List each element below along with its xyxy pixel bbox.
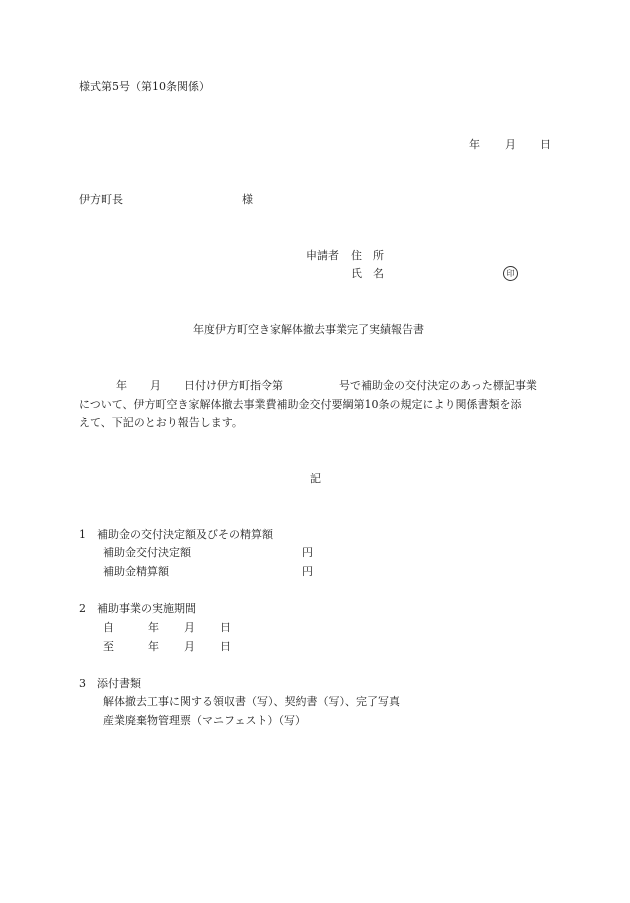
section-1-heading: 補助金の交付決定額及びその精算額 xyxy=(97,528,273,541)
addressee-honorific: 様 xyxy=(242,193,253,206)
attachment-item: 解体撤去工事に関する領収書（写）、契約書（写）、完了写真 xyxy=(103,695,400,708)
applicant-role: 申請者 xyxy=(306,249,339,262)
body-line-2: について、伊方町空き家解体撤去事業費補助金交付要綱第10条の規定により関係書類を添 xyxy=(79,398,522,411)
applicant-address-label: 住 所 xyxy=(351,249,384,262)
applicant-name-label: 氏 名 xyxy=(351,267,384,280)
period-to-day: 日 xyxy=(220,640,231,653)
period-from-prefix: 自 xyxy=(103,621,114,634)
seal-mark: 印 xyxy=(503,266,518,281)
section-1-number: 1 xyxy=(79,528,86,541)
period-to-prefix: 至 xyxy=(103,640,114,653)
period-from-day: 日 xyxy=(220,621,231,634)
body-year: 年 xyxy=(116,379,127,392)
grant-decision-label: 補助金交付決定額 xyxy=(103,546,191,559)
date-day: 日 xyxy=(540,138,551,151)
body-day-ref: 日付け伊方町指令第 xyxy=(184,379,283,392)
document-title: 年度伊方町空き家解体撤去事業完了実績報告書 xyxy=(193,323,424,336)
period-to-month: 月 xyxy=(184,640,195,653)
body-line-3: えて、下記のとおり報告します。 xyxy=(79,416,243,429)
body-number-rest: 号で補助金の交付決定のあった標記事業 xyxy=(339,379,537,392)
addressee-office: 伊方町長 xyxy=(79,193,123,206)
date-month: 月 xyxy=(505,138,516,151)
period-to-year: 年 xyxy=(148,640,159,653)
ki-marker: 記 xyxy=(310,472,321,485)
section-3-number: 3 xyxy=(79,677,86,690)
attachment-item: 産業廃棄物管理票（マニフェスト）（写） xyxy=(103,714,306,727)
grant-settlement-label: 補助金精算額 xyxy=(103,565,169,578)
grant-settlement-unit: 円 xyxy=(302,565,313,578)
form-id: 様式第5号（第10条関係） xyxy=(79,80,210,93)
section-2-number: 2 xyxy=(79,602,86,615)
section-3-heading: 添付書類 xyxy=(97,677,141,690)
body-month: 月 xyxy=(150,379,161,392)
period-from-year: 年 xyxy=(148,621,159,634)
grant-decision-unit: 円 xyxy=(302,546,313,559)
date-year: 年 xyxy=(469,138,480,151)
section-2-heading: 補助事業の実施期間 xyxy=(97,602,196,615)
period-from-month: 月 xyxy=(184,621,195,634)
